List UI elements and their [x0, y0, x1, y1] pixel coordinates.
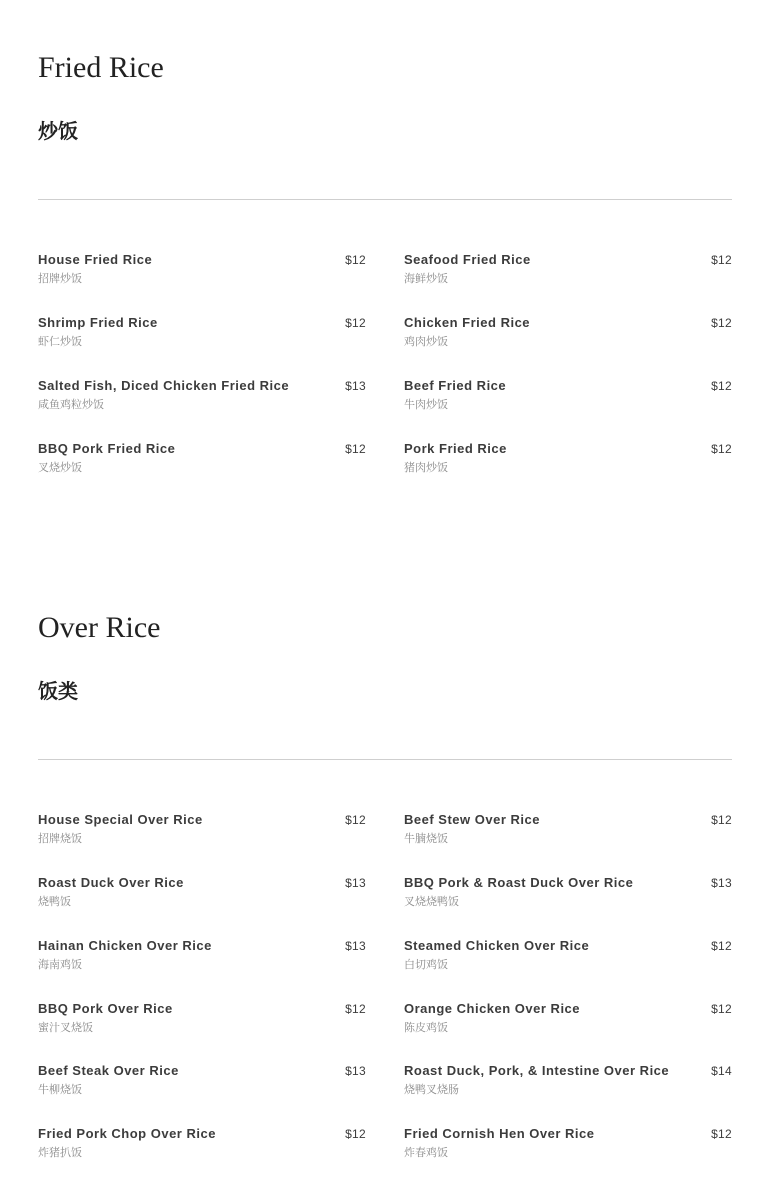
section-title: Fried Rice: [38, 51, 164, 84]
menu-item-price: $12: [345, 1002, 366, 1016]
menu-item-description: 招牌炒饭: [38, 272, 82, 285]
menu-item-description: 牛腩烧饭: [404, 832, 448, 845]
section-title: Over Rice: [38, 611, 161, 644]
menu-item-name: Chicken Fried Rice: [404, 315, 531, 330]
menu-item[interactable]: [38, 812, 366, 856]
menu-item-description: 海南鸡饭: [38, 958, 82, 971]
menu-item-price: $13: [345, 379, 366, 393]
menu-item[interactable]: [404, 1001, 732, 1045]
menu-item-name: Seafood Fried Rice: [404, 252, 531, 267]
menu-item-name: Steamed Chicken Over Rice: [404, 938, 590, 953]
menu-item[interactable]: [38, 441, 366, 485]
menu-item-price: $12: [711, 1002, 732, 1016]
menu-item-price: $13: [345, 876, 366, 890]
menu-item-name: Orange Chicken Over Rice: [404, 1001, 581, 1016]
menu-item[interactable]: [38, 1063, 366, 1107]
menu-item-description: 牛柳烧饭: [38, 1083, 82, 1096]
section-fried-rice: [38, 50, 732, 474]
menu-item-name: Beef Fried Rice: [404, 378, 507, 393]
menu-item-description: 叉烧炒饭: [38, 461, 82, 474]
menu-item[interactable]: [38, 378, 366, 422]
menu-item-description: 海鲜炒饭: [404, 272, 448, 285]
menu-item-name: Beef Stew Over Rice: [404, 812, 540, 827]
menu-item-description: 猪肉炒饭: [404, 461, 448, 474]
section-subtitle: 炒饭: [38, 119, 78, 143]
menu-item-price: $12: [345, 316, 366, 330]
menu-item-price: $12: [345, 813, 366, 827]
menu-item-price: $14: [711, 1064, 732, 1078]
section-divider: [38, 199, 732, 200]
menu-item-price: $12: [711, 379, 732, 393]
menu-item-name: House Special Over Rice: [38, 812, 203, 827]
menu-item-price: $12: [711, 1127, 732, 1141]
menu-item[interactable]: [38, 315, 366, 359]
menu-item-price: $12: [711, 813, 732, 827]
menu-item[interactable]: [404, 378, 732, 422]
menu-item-name: Pork Fried Rice: [404, 441, 507, 456]
menu-item[interactable]: [38, 875, 366, 919]
menu-item-name: Roast Duck Over Rice: [38, 875, 184, 890]
menu-item[interactable]: [404, 1126, 732, 1170]
menu-item[interactable]: [38, 1126, 366, 1170]
menu-item-price: $13: [345, 1064, 366, 1078]
menu-item-price: $13: [345, 939, 366, 953]
menu-item-description: 炸春鸡饭: [404, 1146, 448, 1159]
menu-item[interactable]: [404, 875, 732, 919]
menu-item[interactable]: [404, 812, 732, 856]
menu-item[interactable]: [38, 938, 366, 982]
menu-item-description: 蜜汁叉烧饭: [38, 1021, 93, 1034]
menu-item-name: BBQ Pork Fried Rice: [38, 441, 176, 456]
menu-item-name: Beef Steak Over Rice: [38, 1063, 179, 1078]
menu-item[interactable]: [404, 315, 732, 359]
menu-item-name: BBQ Pork Over Rice: [38, 1001, 173, 1016]
menu-item[interactable]: [404, 938, 732, 982]
menu-item-description: 牛肉炒饭: [404, 398, 448, 411]
menu-item[interactable]: [404, 1063, 732, 1107]
menu-item-name: Fried Pork Chop Over Rice: [38, 1126, 216, 1141]
menu-item-description: 叉烧烧鸭饭: [404, 895, 459, 908]
section-subtitle: 饭类: [38, 679, 78, 703]
menu-item-description: 炸猪扒饭: [38, 1146, 82, 1159]
menu-item[interactable]: [404, 441, 732, 485]
menu-item-description: 虾仁炒饭: [38, 335, 82, 348]
menu-item[interactable]: [38, 1001, 366, 1045]
menu-item-name: BBQ Pork & Roast Duck Over Rice: [404, 875, 634, 890]
menu-item-name: Roast Duck, Pork, & Intestine Over Rice: [404, 1063, 670, 1078]
menu-item-description: 鸡肉炒饭: [404, 335, 448, 348]
menu-item-price: $12: [711, 442, 732, 456]
menu-item-name: House Fried Rice: [38, 252, 153, 267]
menu-item-description: 陈皮鸡饭: [404, 1021, 448, 1034]
section-divider: [38, 759, 732, 760]
menu-item-description: 招牌烧饭: [38, 832, 82, 845]
menu-item-price: $12: [345, 253, 366, 267]
menu-item-description: 白切鸡饭: [404, 958, 448, 971]
menu-item-name: Fried Cornish Hen Over Rice: [404, 1126, 595, 1141]
section-over-rice: [38, 610, 732, 1159]
menu-item-description: 咸鱼鸡粒炒饭: [38, 398, 104, 411]
menu-item-description: 烧鸭叉烧肠: [404, 1083, 459, 1096]
menu-item-description: 烧鸭饭: [38, 895, 71, 908]
menu-item-name: Shrimp Fried Rice: [38, 315, 158, 330]
menu-item-name: Salted Fish, Diced Chicken Fried Rice: [38, 378, 290, 393]
menu-item-name: Hainan Chicken Over Rice: [38, 938, 212, 953]
menu-item-price: $12: [711, 253, 732, 267]
menu-item-price: $12: [345, 1127, 366, 1141]
menu-item-price: $12: [345, 442, 366, 456]
menu-item-price: $12: [711, 316, 732, 330]
menu-item[interactable]: [404, 252, 732, 296]
menu-item-price: $13: [711, 876, 732, 890]
menu-item-price: $12: [711, 939, 732, 953]
menu-item[interactable]: [38, 252, 366, 296]
